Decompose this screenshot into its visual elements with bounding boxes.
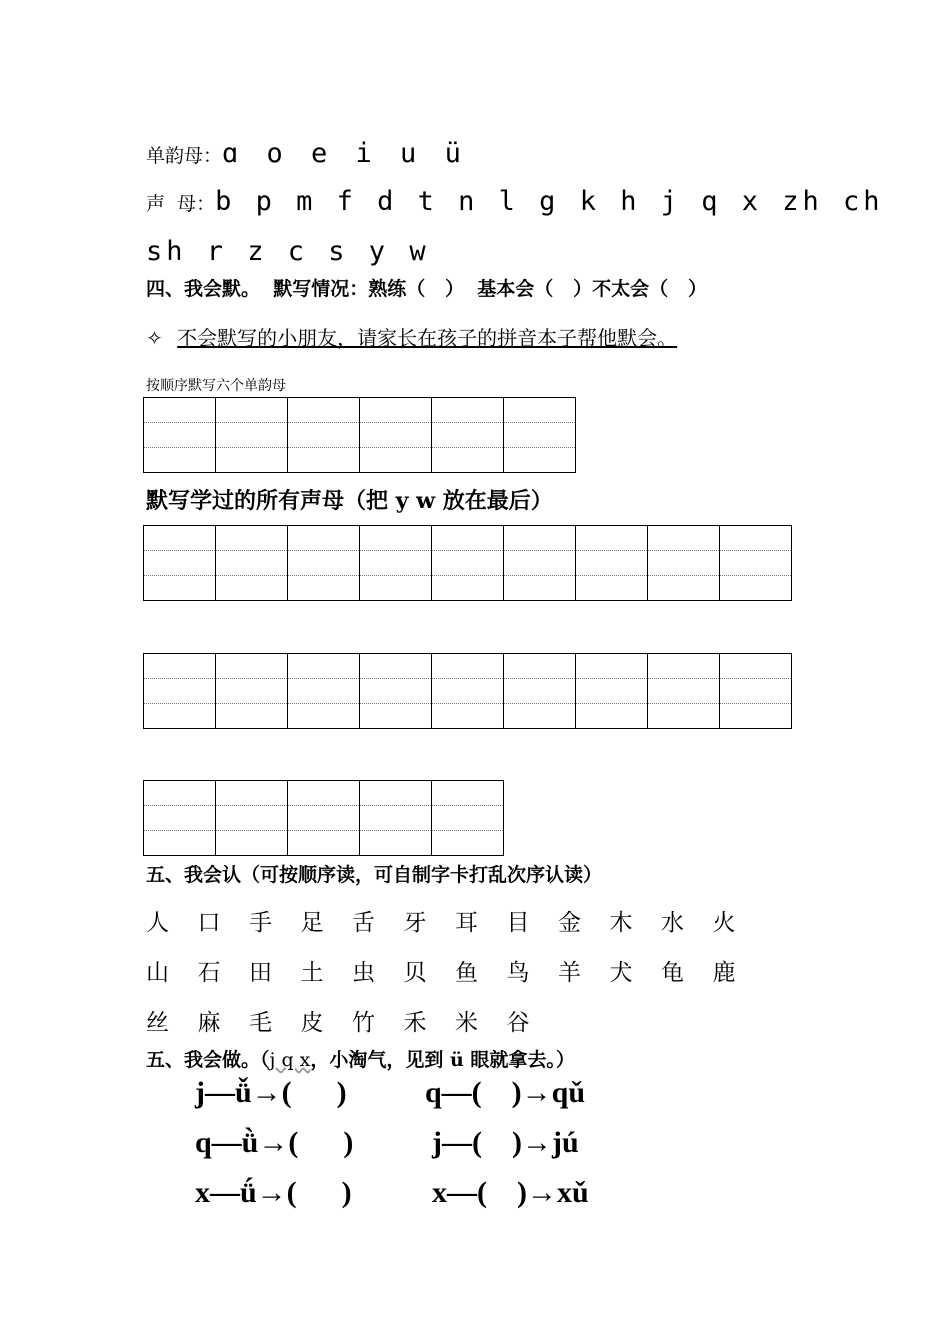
exercise-row-1: [195, 1076, 585, 1110]
vowels-letters: ɑ o e i u ü: [222, 138, 467, 169]
character: 水: [661, 910, 684, 936]
character: 目: [506, 910, 530, 936]
character: 金: [558, 910, 581, 936]
section5-do-title-prefix: 五、我会做。（: [146, 1049, 270, 1071]
character: 口: [197, 910, 221, 936]
exercise-left[interactable]: x—ǘ→( ): [195, 1176, 352, 1209]
exercise-row-3: [195, 1176, 589, 1210]
initials-line-1: [146, 186, 884, 217]
char-row-1: [146, 904, 764, 937]
character: 虫: [352, 960, 375, 986]
character: 石: [197, 960, 221, 986]
character: 麻: [197, 1010, 221, 1036]
character: 木: [609, 910, 633, 936]
exercise-right[interactable]: j—( )→jú: [432, 1126, 579, 1159]
character: 鱼: [455, 960, 478, 986]
character: 人: [146, 910, 169, 936]
character: 鸟: [506, 960, 530, 986]
character: 耳: [455, 910, 478, 936]
character: 手: [249, 910, 272, 936]
character: 贝: [403, 960, 427, 986]
char-row-2: [146, 954, 764, 987]
initials-letters-1: b p m f d t n l g k h j q x zh ch: [215, 186, 884, 217]
initials-writing-grid-3[interactable]: [143, 780, 504, 856]
section5-read-title: 五、我会认（可按顺序读，可自制字卡打乱次序认读）: [146, 864, 603, 886]
character: 丝: [146, 1010, 169, 1036]
character: 足: [300, 910, 324, 936]
section5-do-title-suffix: ，小淘气，见到 ü 眼就拿去。）: [310, 1049, 575, 1071]
exercise-left[interactable]: q—ǜ→( ): [195, 1126, 354, 1159]
character: 龟: [661, 960, 684, 986]
character: 鹿: [712, 960, 736, 986]
vowels-line: [146, 138, 467, 169]
character: 羊: [558, 960, 581, 986]
section4-note-line: [146, 322, 677, 351]
initials-label: 声 母：: [146, 193, 216, 215]
character: 竹: [352, 1010, 375, 1036]
initials-letters-2: sh r z c s y w: [146, 236, 430, 267]
vowels-writing-grid[interactable]: [143, 397, 576, 473]
character: 火: [712, 910, 736, 936]
exercise-right[interactable]: x—( )→xǔ: [432, 1176, 589, 1209]
character: 土: [300, 960, 324, 986]
task-vowels-label: 按顺序默写六个单韵母: [146, 378, 286, 394]
character: 皮: [300, 1010, 324, 1036]
section4-note: 不会默写的小朋友，请家长在孩子的拼音本子帮他默会。: [177, 326, 678, 350]
initials-writing-grid-2[interactable]: [143, 653, 792, 729]
char-row-3: [146, 1004, 558, 1037]
character: 犬: [609, 960, 633, 986]
task-initials-label: 默写学过的所有声母（把 y w 放在最后）: [146, 488, 553, 514]
character: 毛: [249, 1010, 272, 1036]
star-icon: ✧: [146, 326, 163, 350]
character: 田: [249, 960, 272, 986]
section5-do-title-highlight: j q x: [269, 1049, 311, 1071]
character: 山: [146, 960, 169, 986]
exercise-right[interactable]: q—( )→qǔ: [425, 1076, 586, 1109]
character: 牙: [403, 910, 427, 936]
character: 禾: [403, 1010, 427, 1036]
character: 米: [455, 1010, 478, 1036]
exercise-left[interactable]: j—ǚ→( ): [195, 1076, 347, 1109]
vowels-label: 单韵母：: [146, 145, 223, 167]
section4-title: 四、我会默。 默写情况：熟练（ ） 基本会（ ）不太会（ ）: [146, 278, 707, 300]
initials-writing-grid-1[interactable]: [143, 525, 792, 601]
exercise-row-2: [195, 1126, 579, 1160]
section5-do-title: [146, 1045, 575, 1072]
character: 谷: [506, 1010, 530, 1036]
character: 舌: [352, 910, 375, 936]
